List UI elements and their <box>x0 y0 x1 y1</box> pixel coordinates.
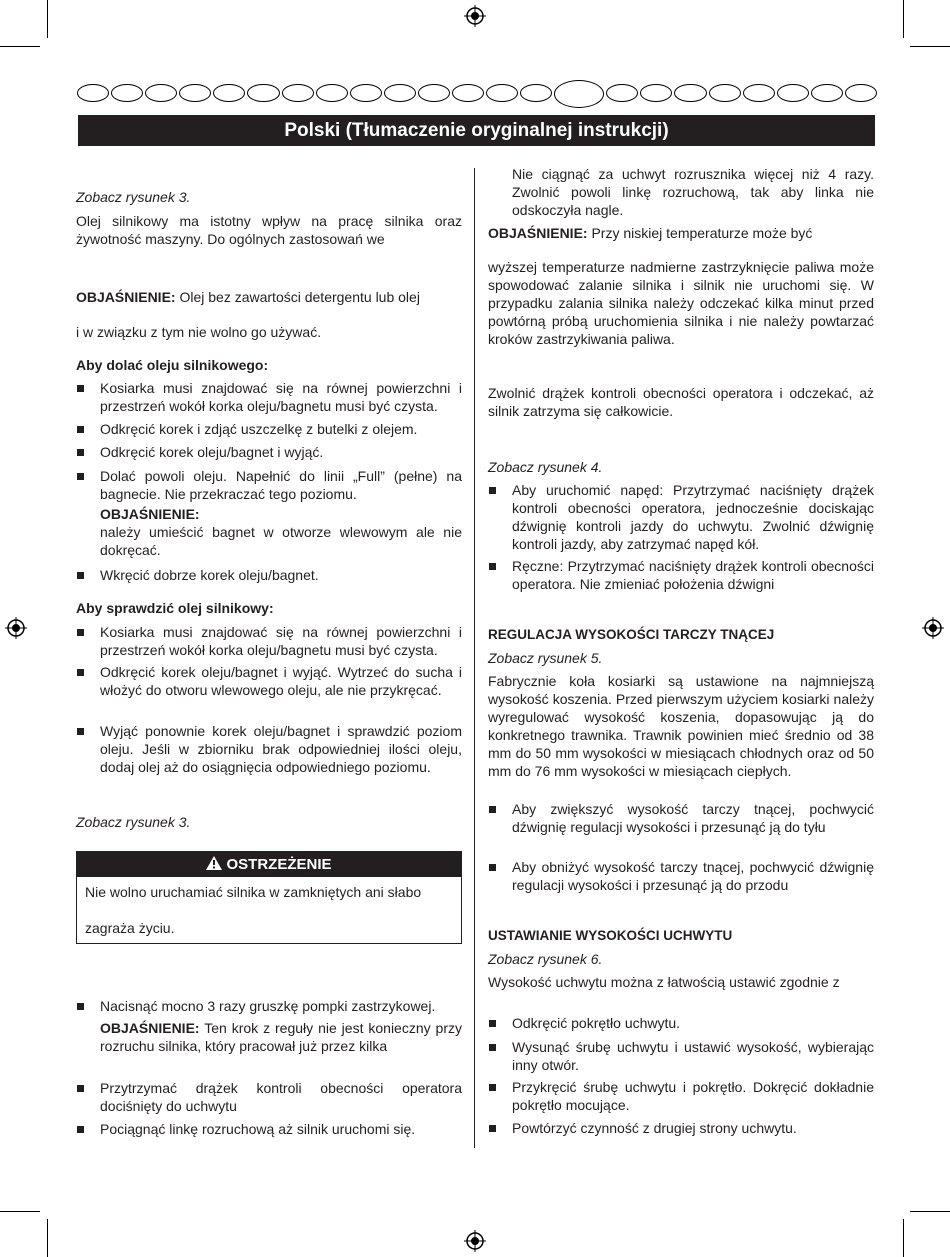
note-text: należy umieścić bagnet w otworze wlewowym ale nie dokręcać. <box>100 524 462 558</box>
list-item-text: Aby obniżyć wysokość tarczy tnącej, pochwycić dźwignię regulacji wysokości i przesunąć ją do przodu <box>512 859 874 893</box>
list-item <box>488 481 874 553</box>
add-oil-heading: Aby dolać oleju silnikowego: <box>76 357 269 373</box>
bullet-icon <box>77 572 84 579</box>
list-item <box>76 443 462 461</box>
list-item-text: Przykręcić śrubę uchwytu i pokrętło. Dokręcić dokładnie pokrętło mocujące. <box>512 1079 874 1113</box>
figure-reference: Zobacz rysunek 3. <box>76 814 191 830</box>
list-item-text: Wyjąć ponownie korek oleju/bagnet i sprawdzić poziom oleju. Jeśli w zbiorniku brak odpowiedniej ilości oleju, dodaj olej aż do osiągnięcia odpowiedniego poziomu. <box>100 723 462 775</box>
list-item <box>488 1038 874 1074</box>
warning-text: Nie wolno uruchamiać silnika w zamkniętych ani słabo <box>85 884 422 900</box>
list-item-text: Dolać powoli oleju. Napełnić do linii „Full” (pełne) na bagnecie. Nie przekraczać tego poziomu. <box>100 468 462 502</box>
list-item-text: Aby uruchomić napęd: Przytrzymać naciśnięty drążek kontroli obecności operatora, jednocześnie dociskając dźwignię kontroli jazdy do uchwytu. Zwolnić dźwignię kontroli jazdy, aby zatrzymać napęd kół. <box>512 482 874 552</box>
handle-text: Wysokość uchwytu można z łatwością ustawić zgodnie z <box>488 974 840 990</box>
note-text: Ten krok z reguły nie jest konieczny przy rozruchu silnika, który pracował już przez kilka <box>100 1020 462 1054</box>
warning-icon <box>206 856 222 870</box>
list-item-text: Wysunąć śrubę uchwytu i ustawić wysokość, wybierając inny otwór. <box>512 1039 874 1073</box>
section-heading: USTAWIANIE WYSOKOŚCI UCHWYTU <box>488 928 733 943</box>
crop-mark <box>910 1211 950 1212</box>
note-label: OBJAŚNIENIE: <box>488 225 588 241</box>
list-item-text: Przytrzymać drążek kontroli obecności operatora dociśnięty do uchwytu <box>100 1080 462 1114</box>
bullet-icon <box>77 669 84 676</box>
crop-mark <box>47 0 48 38</box>
figure-reference: Zobacz rysunek 4. <box>488 459 603 475</box>
bullet-icon <box>77 728 84 735</box>
figure-reference: Zobacz rysunek 6. <box>488 951 603 967</box>
list-item-text: Aby zwiększyć wysokość tarczy tnącej, pochwycić dźwignię regulacji wysokości i przesunąć ją do tyłu <box>512 801 874 835</box>
warning-body <box>77 877 461 943</box>
stop-text: Zwolnić drążek kontroli obecności operatora i odczekać, aż silnik zatrzyma się całkowicie. <box>488 385 874 419</box>
bullet-icon <box>489 1084 496 1091</box>
note-paragraph <box>488 224 874 242</box>
crop-mark <box>903 1219 904 1257</box>
list-item <box>76 379 462 415</box>
list-item <box>488 858 874 894</box>
bullet-icon <box>489 864 496 871</box>
list-item <box>488 800 874 836</box>
list-item <box>76 623 462 659</box>
bullet-icon <box>77 629 84 636</box>
warning-title: OSTRZEŻENIE <box>226 856 332 873</box>
list-item <box>76 663 462 699</box>
list-item-text: Powtórzyć czynność z drugiej strony uchwytu. <box>512 1120 797 1136</box>
list-item <box>76 1079 462 1115</box>
registration-mark-icon <box>464 1230 486 1252</box>
crop-mark <box>910 46 950 47</box>
note-paragraph <box>100 1019 462 1055</box>
list-item-text: Kosiarka musi znajdować się na równej powierzchni i przestrzeń wokół korka oleju/bagnetu musi być czysta. <box>100 380 462 414</box>
oil-intro-text: Olej silnikowy ma istotny wpływ na pracę silnika oraz żywotność maszyny. Do ogólnych zastosowań we <box>76 213 462 247</box>
bullet-icon <box>77 1126 84 1133</box>
registration-mark-icon <box>922 617 944 639</box>
column-divider <box>474 168 475 1148</box>
crop-mark <box>47 1219 48 1257</box>
list-item <box>488 1078 874 1114</box>
list-item-text: Ręczne: Przytrzymać naciśnięty drążek kontroli obecności operatora. Nie zmieniać położenia dźwigni <box>512 558 874 592</box>
bullet-icon <box>77 385 84 392</box>
list-item-text: Nacisnąć mocno 3 razy gruszkę pompki zastrzykowej. <box>100 998 436 1014</box>
pull-text: Nie ciągnąć za uchwyt rozrusznika więcej niż 4 razy. Zwolnić powoli linkę rozruchową, tak aby linka nie odskoczyła nagle. <box>512 166 874 218</box>
bullet-icon <box>77 1003 84 1010</box>
bullet-icon <box>489 563 496 570</box>
figure-reference: Zobacz rysunek 5. <box>488 650 603 666</box>
height-text: Fabrycznie koła kosiarki są ustawione na najmniejszą wysokość koszenia. Przed pierwszym użyciem kosiarki należy wyregulować wysokość koszenia, dopasowując ją do konkretnego trawnika. Trawnik powinien mieć średnio od 38 mm do 50 mm wysokości w miesiącach chłodnych oraz od 50 mm do 76 mm wysokości w miesiącach ciepłych. <box>488 673 874 779</box>
note-text: Olej bez zawartości detergentu lub olej <box>175 289 420 305</box>
list-item-text: Odkręcić pokrętło uchwytu. <box>512 1015 681 1031</box>
list-item <box>76 997 462 1055</box>
note-label: OBJAŚNIENIE: <box>76 289 176 305</box>
check-oil-heading: Aby sprawdzić olej silnikowy: <box>76 600 274 616</box>
crop-mark <box>0 46 40 47</box>
list-item <box>488 1119 874 1137</box>
list-item-text: Kosiarka musi znajdować się na równej powierzchni i przestrzeń wokół korka oleju/bagnetu musi być czysta. <box>100 624 462 658</box>
list-item <box>76 1120 462 1138</box>
list-item-text: Wkręcić dobrze korek oleju/bagnet. <box>100 567 319 583</box>
bullet-icon <box>77 449 84 456</box>
figure-reference: Zobacz rysunek 3. <box>76 189 191 205</box>
list-item-text: Odkręcić korek oleju/bagnet i wyjąć. <box>100 444 324 460</box>
bullet-icon <box>489 1044 496 1051</box>
registration-mark-icon <box>5 617 27 639</box>
page-title: Polski (Tłumaczenie oryginalnej instrukcji) <box>78 115 875 146</box>
warning-box <box>76 851 462 944</box>
list-item <box>488 557 874 593</box>
list-item <box>76 467 462 559</box>
list-item <box>76 420 462 438</box>
crop-mark <box>0 1211 40 1212</box>
list-item <box>76 722 462 776</box>
list-item-text: Pociągnąć linkę rozruchową aż silnik uruchomi się. <box>100 1121 416 1137</box>
bullet-icon <box>77 426 84 433</box>
note-paragraph <box>76 288 462 306</box>
warning-text: zagraża życiu. <box>85 920 175 936</box>
bullet-icon <box>77 1085 84 1092</box>
bullet-icon <box>489 487 496 494</box>
bullet-icon <box>489 1125 496 1132</box>
list-item-text: Odkręcić korek oleju/bagnet i wyjąć. Wytrzeć do sucha i włożyć do otworu wlewowego oleju, ale nie przykręcać. <box>100 664 462 698</box>
warning-header <box>77 852 461 877</box>
section-heading: REGULACJA WYSOKOŚCI TARCZY TNĄCEJ <box>488 627 775 642</box>
crop-mark <box>903 0 904 38</box>
right-column <box>488 0 874 1257</box>
note-label: OBJAŚNIENIE: <box>100 1020 200 1036</box>
list-item <box>76 566 462 584</box>
note-text: Przy niskiej temperaturze może być <box>587 225 813 241</box>
list-item <box>488 1014 874 1032</box>
registration-mark-icon <box>464 5 486 27</box>
list-item-text: Odkręcić korek i zdjąć uszczelkę z butelki z olejem. <box>100 421 418 437</box>
bullet-icon <box>489 806 496 813</box>
bullet-icon <box>77 473 84 480</box>
left-column <box>76 0 462 1257</box>
flood-text: wyższej temperaturze nadmierne zastrzyknięcie paliwa może spowodować zalanie silnika i silnik nie uruchomi się. W przypadku zalania silnika należy odczekać kilka minut przed powtórną próbą uruchomienia silnika i nie należy powtarzać kroków zastrzykiwania paliwa. <box>488 259 874 347</box>
note-label: OBJAŚNIENIE: <box>100 506 200 522</box>
note-continuation: i w związku z tym nie wolno go używać. <box>76 324 322 340</box>
bullet-icon <box>489 1020 496 1027</box>
